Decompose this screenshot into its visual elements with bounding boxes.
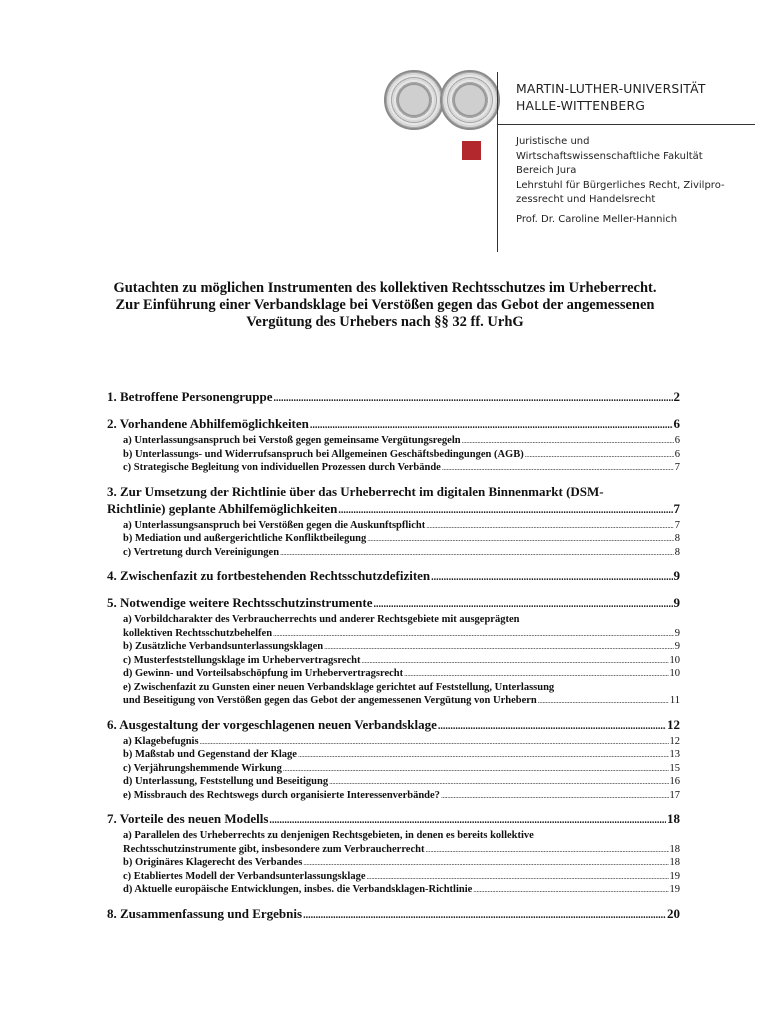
toc-leader-dots xyxy=(280,546,674,560)
toc-page-number: 10 xyxy=(669,654,680,666)
toc-section xyxy=(107,567,680,586)
toc-page-number: 18 xyxy=(669,843,680,855)
toc-page-number: 11 xyxy=(669,695,680,706)
toc-leader-dots xyxy=(361,654,668,668)
toc-subentry[interactable] xyxy=(107,748,680,762)
toc-leader-dots xyxy=(283,762,669,776)
toc-section xyxy=(107,716,680,803)
toc-page-number: 8 xyxy=(674,546,680,558)
toc-leader-dots xyxy=(303,907,666,924)
toc-entry-label: c) Strategische Begleitung von individuellen Prozessen durch Verbände xyxy=(123,462,441,473)
toc-leader-dots xyxy=(298,748,669,762)
faculty-line: Lehrstuhl für Bürgerliches Recht, Zivilpro- xyxy=(516,179,725,191)
toc-subentry[interactable] xyxy=(107,667,680,681)
toc-leader-dots xyxy=(431,569,672,586)
toc-entry[interactable] xyxy=(107,594,680,613)
toc-page-number: 7 xyxy=(673,500,680,516)
toc-subentry-label-line: e) Zwischenfazit zu Gunsten einer neuen Verbandsklage gerichtet auf Feststellung, Unterlassung xyxy=(123,681,555,693)
toc-page-number: 6 xyxy=(674,435,680,446)
toc-page-number: 16 xyxy=(669,776,680,787)
toc-leader-dots xyxy=(442,461,674,475)
toc-leader-dots xyxy=(462,434,674,448)
toc-subentry[interactable] xyxy=(107,627,680,641)
toc-page-number: 8 xyxy=(674,533,680,544)
university-seal-left xyxy=(384,70,444,130)
toc-leader-dots xyxy=(441,789,669,803)
toc-entry[interactable] xyxy=(107,716,680,735)
toc-leader-dots xyxy=(366,870,668,884)
toc-entry-label: c) Verjährungshemmende Wirkung xyxy=(123,762,282,774)
toc-leader-dots xyxy=(324,640,674,654)
toc-entry-label: b) Maßstab und Gegenstand der Klage xyxy=(123,749,297,760)
faculty-line: zessrecht und Handelsrecht xyxy=(516,194,656,205)
toc-page-number: 12 xyxy=(667,716,680,732)
toc-leader-dots xyxy=(303,856,668,870)
toc-entry-label: Rechtsschutzinstrumente gibt, insbesondere zum Verbraucherrecht xyxy=(123,843,425,855)
university-seal-right xyxy=(440,70,500,130)
toc-page-number: 6 xyxy=(673,416,680,431)
toc-entry[interactable] xyxy=(107,388,680,407)
toc-subentry[interactable] xyxy=(107,856,680,870)
toc-leader-dots xyxy=(373,596,672,613)
toc-entry-label: 7. Vorteile des neuen Modells xyxy=(107,811,269,826)
toc-page-number: 19 xyxy=(669,870,680,882)
toc-entry-label: c) Etabliertes Modell der Verbandsunterlassungsklage xyxy=(123,870,366,882)
toc-subentry[interactable] xyxy=(107,448,680,462)
toc-section xyxy=(107,905,680,924)
toc-entry-label: c) Vertretung durch Vereinigungen xyxy=(123,546,280,558)
title-line: Gutachten zu möglichen Instrumenten des kollektiven Rechtsschutzes im Urheberrecht. xyxy=(113,280,657,296)
toc-entry-label: d) Unterlassung, Feststellung und Beseitigung xyxy=(123,776,329,787)
toc-subentry[interactable] xyxy=(107,434,680,448)
toc-leader-dots xyxy=(200,735,669,749)
toc-entry-label: b) Zusätzliche Verbandsunterlassungsklagen xyxy=(123,641,324,652)
toc-page-number: 7 xyxy=(674,462,680,473)
professor-name: Prof. Dr. Caroline Meller-Hannich xyxy=(516,213,678,225)
table-of-contents xyxy=(107,388,680,932)
header-divider-vertical xyxy=(497,72,498,252)
toc-section xyxy=(107,388,680,407)
toc-entry-label-line: 3. Zur Umsetzung der Richtlinie über das Urheberrecht im digitalen Binnenmarkt (DSM- xyxy=(107,483,604,499)
toc-page-number: 12 xyxy=(669,735,680,747)
toc-leader-dots xyxy=(426,519,674,533)
toc-entry-label: 1. Betroffene Personengruppe xyxy=(107,389,273,404)
toc-leader-dots xyxy=(338,502,672,519)
toc-page-number: 17 xyxy=(669,789,680,801)
toc-entry-label: a) Klagebefugnis xyxy=(123,735,199,747)
university-name-line: HALLE-WITTENBERG xyxy=(516,98,646,113)
toc-leader-dots xyxy=(425,843,668,857)
toc-page-number: 10 xyxy=(669,668,680,679)
toc-subentry[interactable] xyxy=(107,789,680,803)
toc-subentry[interactable] xyxy=(107,461,680,475)
faculty-block xyxy=(516,135,725,227)
toc-entry-label: c) Musterfeststellungsklage im Urhebervertragsrecht xyxy=(123,654,361,666)
toc-subentry[interactable] xyxy=(107,775,680,789)
faculty-line: Juristische und xyxy=(516,136,590,147)
toc-subentry[interactable] xyxy=(107,654,680,668)
toc-page-number: 9 xyxy=(674,641,680,652)
header-divider-horizontal xyxy=(497,124,755,125)
toc-entry-label: und Beseitigung von Verstößen gegen das Gebot der angemessenen Vergütung von Urhebern xyxy=(123,695,537,706)
toc-leader-dots xyxy=(473,883,668,897)
toc-entry-label: Richtlinie) geplante Abhilfemöglichkeiten xyxy=(107,500,338,516)
toc-subentry[interactable] xyxy=(107,532,680,546)
toc-entry-label: 2. Vorhandene Abhilfemöglichkeiten xyxy=(107,416,309,431)
toc-entry[interactable] xyxy=(107,567,680,586)
toc-page-number: 13 xyxy=(669,749,680,760)
toc-entry-label: d) Gewinn- und Vorteilsabschöpfung im Urhebervertragsrecht xyxy=(123,668,404,679)
toc-entry[interactable] xyxy=(107,810,680,829)
toc-section xyxy=(107,483,680,560)
toc-entry-label: e) Missbrauch des Rechtswegs durch organisierte Interessenverbände? xyxy=(123,789,440,801)
toc-leader-dots xyxy=(273,390,672,407)
faculty-line: Bereich Jura xyxy=(516,165,577,176)
toc-page-number: 6 xyxy=(674,448,680,460)
title-line: Zur Einführung einer Verbandsklage bei Verstößen gegen das Gebot der angemessenen xyxy=(115,297,655,313)
toc-page-number: 15 xyxy=(669,762,680,774)
toc-leader-dots xyxy=(269,812,666,829)
document-title xyxy=(70,280,700,331)
toc-page-number: 9 xyxy=(673,568,680,583)
toc-subentry[interactable] xyxy=(107,762,680,776)
toc-entry[interactable] xyxy=(107,905,680,924)
toc-leader-dots xyxy=(310,417,673,434)
toc-subentry[interactable] xyxy=(107,519,680,533)
toc-page-number: 2 xyxy=(673,389,680,404)
toc-entry-label: d) Aktuelle europäische Entwicklungen, insbes. die Verbandsklagen-Richtlinie xyxy=(123,884,473,895)
toc-section xyxy=(107,594,680,708)
toc-entry-label: a) Unterlassungsanspruch bei Verstößen gegen die Auskunftspflicht xyxy=(123,519,426,531)
toc-entry-label: b) Unterlassungs- und Widerrufsanspruch bei Allgemeinen Geschäftsbedingungen (AGB) xyxy=(123,448,524,460)
university-name-line: MARTIN-LUTHER-UNIVERSITÄT xyxy=(516,81,706,96)
toc-page-number: 18 xyxy=(669,857,680,868)
toc-entry-label: b) Mediation und außergerichtliche Konfliktbeilegung xyxy=(123,533,367,544)
title-line: Vergütung des Urhebers nach §§ 32 ff. UrhG xyxy=(246,314,524,330)
toc-section xyxy=(107,810,680,897)
toc-leader-dots xyxy=(273,627,674,641)
toc-leader-dots xyxy=(438,718,666,735)
toc-subentry-label-line: a) Vorbildcharakter des Verbraucherrechts und anderer Rechtsgebiete mit ausgeprägten xyxy=(123,614,520,625)
toc-subentry-label-line: a) Parallelen des Urheberrechts zu denjenigen Rechtsgebieten, in denen es bereits kollektive xyxy=(123,830,534,841)
toc-page-number: 7 xyxy=(674,519,680,531)
toc-subentry[interactable] xyxy=(107,883,680,897)
toc-page-number: 18 xyxy=(667,811,680,826)
toc-entry[interactable] xyxy=(107,500,680,519)
toc-page-number: 9 xyxy=(674,627,680,639)
toc-page-number: 20 xyxy=(667,905,680,921)
toc-entry-label: 8. Zusammenfassung und Ergebnis xyxy=(107,905,303,921)
toc-subentry[interactable] xyxy=(107,870,680,884)
toc-leader-dots xyxy=(367,532,673,546)
toc-entry-label: 5. Notwendige weitere Rechtsschutzinstrumente xyxy=(107,595,373,610)
toc-entry-label: 6. Ausgestaltung der vorgeschlagenen neuen Verbandsklage xyxy=(107,716,437,732)
toc-leader-dots xyxy=(525,448,674,462)
toc-entry-label: a) Unterlassungsanspruch bei Verstoß gegen gemeinsame Vergütungsregeln xyxy=(123,435,461,446)
toc-subentry[interactable] xyxy=(107,640,680,654)
toc-entry[interactable] xyxy=(107,415,680,434)
brand-square xyxy=(462,141,481,160)
toc-section xyxy=(107,415,680,475)
university-name xyxy=(516,80,706,114)
toc-entry-label: 4. Zwischenfazit zu fortbestehenden Rechtsschutzdefiziten xyxy=(107,568,431,583)
toc-leader-dots xyxy=(404,667,668,681)
toc-leader-dots xyxy=(329,775,668,789)
faculty-line: Wirtschaftswissenschaftliche Fakultät xyxy=(516,150,703,162)
toc-page-number: 9 xyxy=(673,595,680,610)
toc-subentry[interactable] xyxy=(107,546,680,560)
toc-entry-label: kollektiven Rechtsschutzbehelfen xyxy=(123,627,273,639)
toc-subentry[interactable] xyxy=(107,735,680,749)
toc-leader-dots xyxy=(538,694,669,708)
toc-page-number: 19 xyxy=(669,884,680,895)
toc-subentry[interactable] xyxy=(107,694,680,708)
toc-subentry[interactable] xyxy=(107,843,680,857)
toc-entry-label: b) Originäres Klagerecht des Verbandes xyxy=(123,857,303,868)
